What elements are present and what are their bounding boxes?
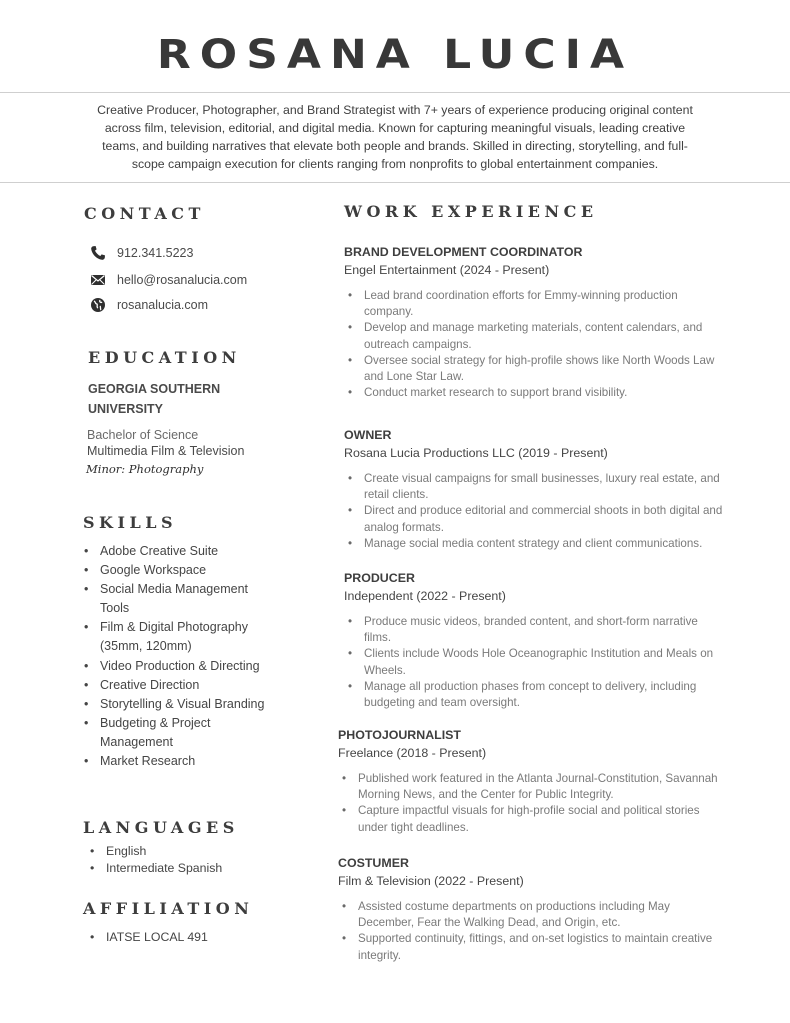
skill-item: • Storytelling & Visual Branding <box>83 695 283 714</box>
header-divider-top <box>0 92 790 93</box>
contact-phone <box>90 244 193 262</box>
education-minor: Minor: Photography <box>86 462 204 476</box>
skill-item: • Google Workspace <box>83 561 283 580</box>
job-bullets <box>338 899 718 964</box>
job-entry <box>344 569 724 711</box>
job-title: OWNER <box>344 428 392 442</box>
job-title: COSTUMER <box>338 856 409 870</box>
job-bullet: • Capture impactful visuals for high-profile social and political stories under tight deadlines. <box>338 803 718 835</box>
job-bullet: • Conduct market research to support brand visibility. <box>344 385 724 401</box>
job-entry <box>344 426 724 552</box>
skill-item: • Film & Digital Photography (35mm, 120mm) <box>83 618 250 656</box>
job-bullet: • Direct and produce editorial and commercial shoots in both digital and analog formats. <box>344 503 724 535</box>
job-organization: Freelance (2018 - Present) <box>338 746 487 760</box>
skill-item: • Budgeting & Project Management <box>83 714 230 752</box>
job-bullet: • Lead brand coordination efforts for Emmy-winning production company. <box>344 288 724 320</box>
job-bullets <box>338 771 718 836</box>
education-school: GEORGIA SOUTHERN UNIVERSITY <box>88 382 221 416</box>
job-entry <box>338 726 718 836</box>
email-address[interactable]: hello@rosanalucia.com <box>117 273 248 287</box>
job-bullet: • Develop and manage marketing materials, content calendars, and outreach campaigns. <box>344 320 724 352</box>
language-item: • English <box>89 843 289 860</box>
contact-website <box>90 296 208 314</box>
skill-item: • Creative Direction <box>83 676 283 695</box>
job-bullet: • Supported continuity, fittings, and on-set logistics to maintain creative integrity. <box>338 931 718 963</box>
education-major: Multimedia Film & Television <box>87 444 245 458</box>
job-bullet: • Published work featured in the Atlanta Journal-Constitution, Savannah Morning News, and the Center for Public Integrity. <box>338 771 718 803</box>
job-entry <box>338 854 718 964</box>
skills-list <box>83 542 283 771</box>
job-organization: Rosana Lucia Productions LLC (2019 - Present) <box>344 446 608 460</box>
job-bullets <box>344 614 724 711</box>
education-heading: EDUCATION <box>88 348 241 367</box>
job-bullet: • Produce music videos, branded content, and short-form narrative films. <box>344 614 724 646</box>
job-bullet: • Create visual campaigns for small businesses, luxury real estate, and retail clients. <box>344 471 724 503</box>
job-bullets <box>344 288 724 401</box>
job-bullet: • Manage all production phases from concept to delivery, including budgeting and team oversight. <box>344 679 724 711</box>
job-bullets <box>344 471 724 552</box>
education-degree: Bachelor of Science <box>87 428 199 442</box>
affiliation-list <box>89 929 289 946</box>
job-bullet: • Assisted costume departments on productions including May December, Fear the Walking Dead, and Origin, etc. <box>338 899 718 931</box>
skill-item: • Market Research <box>83 752 283 771</box>
header-divider-bottom <box>0 182 790 183</box>
job-title: PRODUCER <box>344 571 415 585</box>
phone-icon <box>90 245 106 261</box>
job-organization: Engel Entertainment (2024 - Present) <box>344 263 550 277</box>
work-experience-heading: WORK EXPERIENCE <box>344 202 598 221</box>
job-title: BRAND DEVELOPMENT COORDINATOR <box>344 245 583 259</box>
language-item: • Intermediate Spanish <box>89 860 289 877</box>
job-bullet: • Oversee social strategy for high-profile shows like North Woods Law and Lone Star Law. <box>344 353 724 385</box>
candidate-name: ROSANA LUCIA <box>156 31 634 78</box>
envelope-icon <box>90 272 106 288</box>
job-organization: Film & Television (2022 - Present) <box>338 874 524 888</box>
skill-item: • Adobe Creative Suite <box>83 542 283 561</box>
website-link[interactable]: rosanalucia.com <box>117 298 209 312</box>
job-bullet: • Clients include Woods Hole Oceanographic Institution and Meals on Wheels. <box>344 646 724 678</box>
job-entry <box>344 243 724 401</box>
job-title: PHOTOJOURNALIST <box>338 728 461 742</box>
globe-icon <box>90 297 106 313</box>
job-bullet: • Manage social media content strategy and client communications. <box>344 536 724 552</box>
phone-number[interactable]: 912.341.5223 <box>117 246 194 260</box>
professional-summary: Creative Producer, Photographer, and Brand Strategist with 7+ years of experience producing original content across film, television, editorial, and digital media. Known for capturing meaningful visuals, leading creative teams, and building narratives that elevate both people and brands. Skilled in directing, storytelling, and full-scope campaign execution for clients ranging from nonprofits to global entertainment companies. <box>97 103 693 171</box>
affiliation-heading: AFFILIATION <box>83 899 254 918</box>
languages-list <box>89 843 289 876</box>
contact-email <box>90 271 247 289</box>
languages-heading: LANGUAGES <box>83 818 239 837</box>
contact-heading: CONTACT <box>84 204 205 223</box>
job-organization: Independent (2022 - Present) <box>344 589 506 603</box>
skill-item: • Video Production & Directing <box>83 657 283 676</box>
skill-item: • Social Media Management Tools <box>83 580 250 618</box>
affiliation-item: • IATSE LOCAL 491 <box>89 929 289 946</box>
skills-heading: SKILLS <box>83 513 177 532</box>
